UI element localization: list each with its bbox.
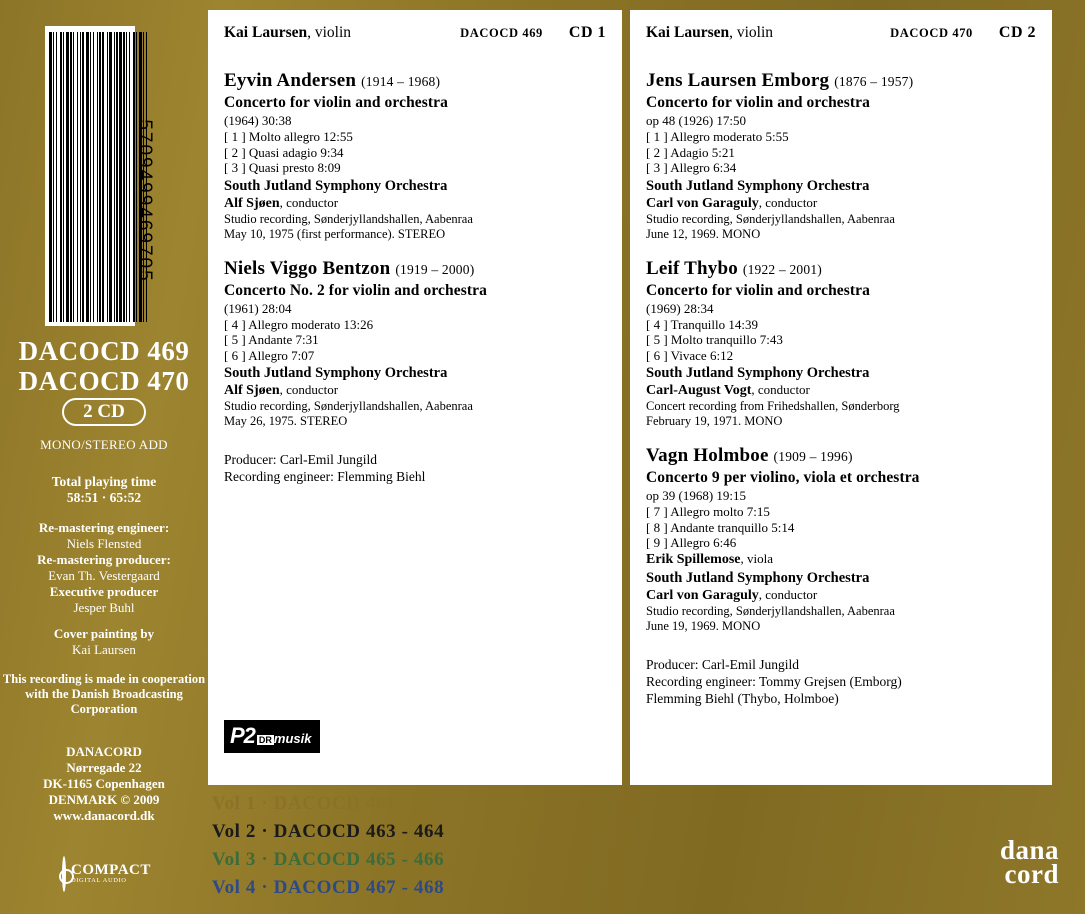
composer-name [224, 258, 606, 280]
format-label: MONO/STEREO ADD [40, 437, 168, 452]
conductor [224, 382, 606, 399]
catalog-number-1: DACOCD 469 [18, 336, 190, 366]
cd1-header [208, 10, 622, 42]
address-line: DANACORD [66, 744, 142, 759]
conductor-name: Alf Sjøen [224, 195, 280, 211]
address-line: DK-1165 Copenhagen [43, 776, 165, 791]
cd2-header [630, 10, 1052, 42]
orchestra-name: South Jutland Symphony Orchestra [224, 177, 448, 194]
volume-item: Vol 3 · DACOCD 465 - 466 [212, 849, 445, 870]
composer-text: Jens Laursen Emborg [646, 70, 830, 91]
barcode-number: 5709499469705 [134, 119, 155, 283]
cd2-number: CD 2 [998, 24, 1036, 41]
track-item: [ 9 ] Allegro 6:46 [646, 535, 737, 550]
track-item: [ 2 ] Adagio 5:21 [646, 144, 735, 160]
track-item: [ 4 ] Allegro moderato 13:26 [224, 316, 374, 332]
credit-label: Cover painting by [53, 626, 155, 641]
recording-engineer-line: Recording engineer: Tommy Grejsen (Emborg) [646, 673, 902, 689]
catalog-number-2: DACOCD 470 [18, 366, 190, 396]
soloist-name: Erik Spillemose [646, 551, 741, 567]
conductor-role: , conductor [279, 382, 339, 397]
cd1-work-2 [208, 258, 622, 430]
conductor [224, 195, 606, 212]
soloist [646, 551, 1036, 568]
orchestra-name: South Jutland Symphony Orchestra [646, 569, 870, 586]
conductor-role: , conductor [279, 194, 339, 210]
recording-note: June 12, 1969. MONO [646, 226, 761, 241]
composer-text: Vagn Holmboe [646, 445, 769, 466]
composer-name [646, 258, 1036, 280]
composer-name [646, 445, 1036, 467]
disc-count-badge: 2 CD [62, 398, 146, 426]
left-info-column [0, 0, 208, 914]
track-item: [ 4 ] Tranquillo 14:39 [646, 316, 758, 332]
compact-disc-logo [62, 852, 151, 896]
track-item: [ 6 ] Vivace 6:12 [646, 347, 734, 363]
composer-name [224, 70, 606, 92]
conductor-name: Carl-August Vogt [646, 383, 752, 398]
cd2-artist: Kai Laursen [646, 24, 730, 41]
producer-line: Producer: Carl-Emil Jungild [224, 452, 377, 467]
recording-note: February 19, 1971. MONO [646, 414, 783, 428]
conductor [646, 195, 1036, 212]
conductor [646, 587, 1036, 604]
cooperation-note: This recording is made in cooperation with the Danish Broadcasting Corporation [2, 672, 206, 716]
recording-note: Studio recording, Sønderjyllandshallen, Aabenraa [224, 399, 473, 413]
recording-note: Studio recording, Sønderjyllandshallen, Aabenraa [646, 603, 895, 618]
recording-engineer-line: Flemming Biehl (Thybo, Holmboe) [646, 690, 839, 706]
credit-label: Re-mastering engineer: [38, 520, 170, 535]
credit-value: Kai Laursen [72, 642, 136, 657]
recording-note: June 19, 1969. MONO [646, 618, 761, 633]
composer-years: (1914 – 1968) [361, 74, 441, 89]
track-item: [ 7 ] Allegro molto 7:15 [646, 504, 770, 519]
credit-label: Re-mastering producer: [37, 552, 171, 567]
track-item: [ 6 ] Allegro 7:07 [224, 347, 315, 363]
credit-value: Jesper Buhl [73, 600, 135, 615]
work-opus-line: (1969) 28:34 [646, 300, 714, 316]
cd2-instrument: , violin [729, 24, 774, 41]
total-playing-time-value: 58:51 · 65:52 [66, 490, 142, 505]
work-opus-line: op 48 (1926) 17:50 [646, 113, 747, 128]
track-item: [ 3 ] Allegro 6:34 [646, 160, 737, 175]
work-title: Concerto for violin and orchestra [646, 94, 871, 111]
cd-logo-line1: COMPACT [71, 861, 151, 878]
musik-logo-text: musik [273, 731, 312, 746]
volume-item: Vol 1 · DACOCD 461 - 462 [212, 793, 445, 814]
track-item: [ 2 ] Quasi adagio 9:34 [224, 144, 344, 160]
track-item: [ 1 ] Allegro moderato 5:55 [646, 129, 789, 144]
brand-line-1: dana [999, 835, 1059, 865]
track-item: [ 8 ] Andante tranquillo 5:14 [646, 519, 795, 535]
volume-series-list [212, 790, 632, 902]
composer-years: (1876 – 1957) [834, 74, 914, 89]
recording-engineer-line: Recording engineer: Flemming Biehl [224, 469, 426, 484]
cd1-instrument: , violin [307, 24, 352, 41]
cd-logo-line2: DIGITAL AUDIO [71, 877, 127, 885]
composer-years: (1909 – 1996) [773, 449, 853, 464]
cd1-artist: Kai Laursen [224, 24, 308, 41]
cd1-production-credits [208, 451, 622, 485]
cd2-production-credits [630, 656, 1052, 707]
work-title: Concerto No. 2 for violin and orchestra [224, 281, 487, 299]
danacord-logo [999, 835, 1059, 889]
work-opus-line: (1964) 30:38 [224, 113, 292, 128]
track-item: [ 1 ] Molto allegro 12:55 [224, 129, 353, 144]
composer-text: Niels Viggo Bentzon [224, 257, 391, 279]
conductor-name: Carl von Garaguly [646, 195, 759, 211]
barcode [45, 26, 155, 326]
p2-dr-musik-logo [224, 720, 320, 753]
work-title: Concerto for violin and orchestra [224, 94, 449, 111]
volume-item: Vol 2 · DACOCD 463 - 464 [212, 821, 445, 842]
composer-years: (1922 – 2001) [742, 261, 822, 277]
website-url[interactable]: www.danacord.dk [53, 808, 155, 823]
conductor-role: , conductor [758, 194, 818, 210]
p2-logo-text: P2 [230, 723, 255, 748]
dr-logo-text: DR [258, 735, 272, 745]
address-line: DENMARK © 2009 [48, 792, 160, 807]
recording-note: Concert recording from Frihedshallen, Sønderborg [646, 399, 900, 413]
orchestra-name: South Jutland Symphony Orchestra [224, 365, 448, 381]
credit-label: Executive producer [49, 584, 159, 599]
cd1-catalog: DACOCD 469 [460, 26, 543, 40]
disc-icon [62, 856, 66, 892]
cd2-work-3 [630, 445, 1052, 634]
producer-line: Producer: Carl-Emil Jungild [646, 656, 799, 672]
work-title: Concerto 9 per violino, viola et orchestra [646, 469, 920, 486]
conductor-name: Carl von Garaguly [646, 587, 759, 603]
composer-name [646, 70, 1036, 92]
cd1-work-1 [208, 70, 622, 242]
conductor-role: , conductor [751, 382, 810, 397]
recording-note: Studio recording, Sønderjyllandshallen, Aabenraa [224, 211, 473, 226]
recording-note: May 26, 1975. STEREO [224, 414, 348, 428]
brand-line-2: cord [1004, 859, 1059, 889]
credit-value: Niels Flensted [66, 536, 142, 551]
composer-text: Eyvin Andersen [224, 70, 357, 91]
track-item: [ 5 ] Molto tranquillo 7:43 [646, 332, 783, 347]
work-opus-line: (1961) 28:04 [224, 300, 292, 316]
recording-note: May 10, 1975 (first performance). STEREO [224, 226, 446, 241]
conductor [646, 382, 1036, 399]
credits-block [0, 520, 208, 658]
cd2-catalog: DACOCD 470 [890, 26, 973, 40]
label-address [0, 744, 208, 824]
address-line: Nørregade 22 [66, 760, 142, 775]
cd1-panel [208, 10, 622, 785]
composer-text: Leif Thybo [646, 257, 738, 279]
composer-years: (1919 – 2000) [395, 261, 475, 277]
soloist-role: , viola [740, 550, 774, 566]
track-item: [ 5 ] Andante 7:31 [224, 332, 319, 347]
orchestra-name: South Jutland Symphony Orchestra [646, 365, 870, 381]
recording-note: Studio recording, Sønderjyllandshallen, Aabenraa [646, 211, 895, 226]
cd1-number: CD 1 [568, 24, 606, 41]
work-opus-line: op 39 (1968) 19:15 [646, 488, 747, 503]
work-title: Concerto for violin and orchestra [646, 281, 871, 299]
volume-item: Vol 4 · DACOCD 467 - 468 [212, 877, 445, 898]
cd2-work-1 [630, 70, 1052, 242]
cd2-work-2 [630, 258, 1052, 430]
track-item: [ 3 ] Quasi presto 8:09 [224, 160, 341, 175]
conductor-name: Alf Sjøen [224, 383, 280, 398]
cd2-panel [630, 10, 1052, 785]
credit-value: Evan Th. Vestergaard [48, 568, 160, 583]
orchestra-name: South Jutland Symphony Orchestra [646, 177, 870, 194]
total-playing-time-label: Total playing time [51, 474, 157, 489]
conductor-role: , conductor [758, 586, 818, 602]
